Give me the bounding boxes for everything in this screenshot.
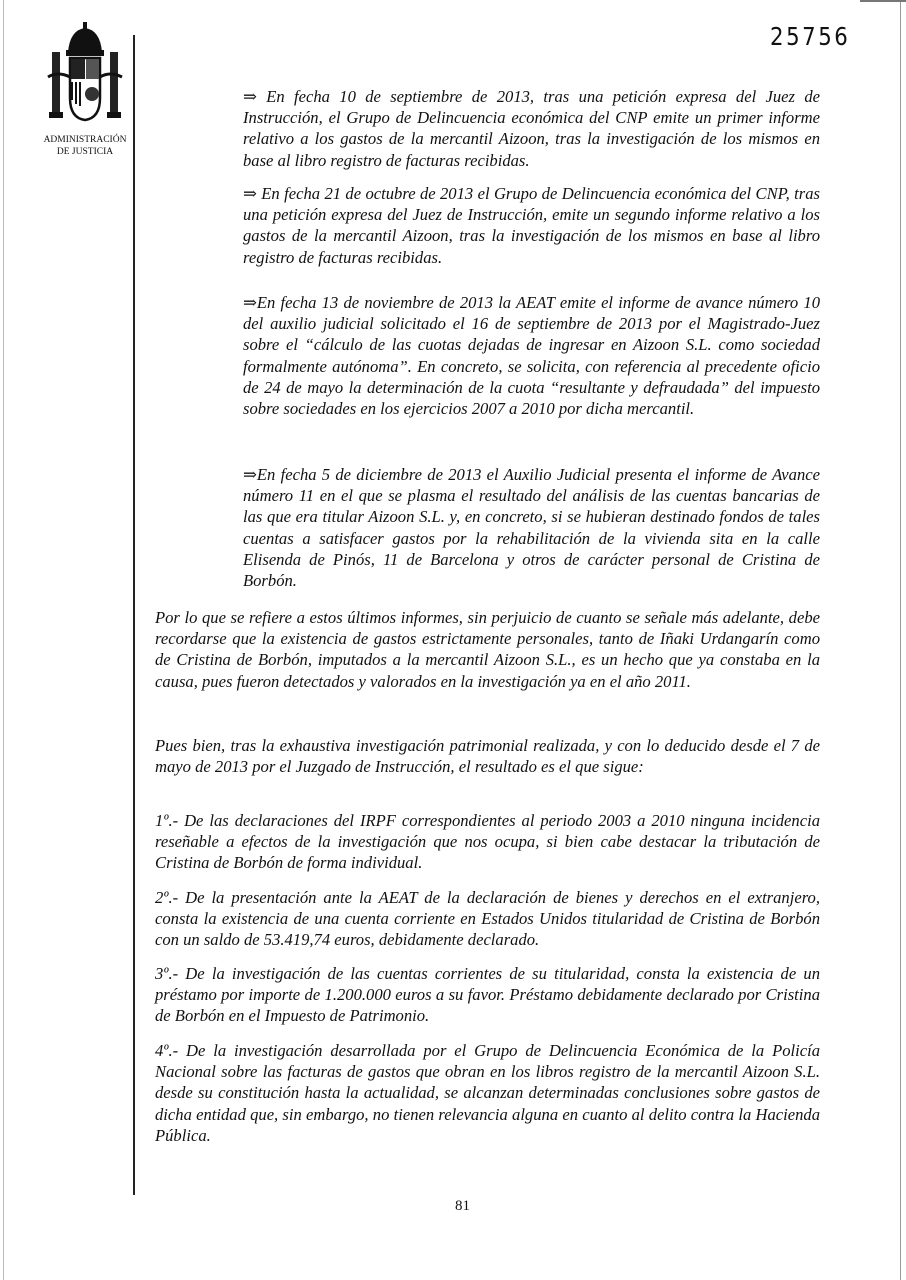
document-number: 25756 <box>770 22 851 51</box>
body-paragraph: 1º.- De las declaraciones del IRPF correspondientes al periodo 2003 a 2010 ninguna incidencia reseñable a efectos de la investigación que nos ocupa, si bien cabe destacar la tributación de Cristina de Borbón de forma individual. <box>155 811 820 873</box>
body-paragraph: Pues bien, tras la exhaustiva investigación patrimonial realizada, y con lo deducido desde el 7 de mayo de 2013 por el Juzgado de Instrucción, el resultado es el que sigue: <box>155 736 820 777</box>
bullet-paragraph: ⇒En fecha 13 de noviembre de 2013 la AEAT emite el informe de avance número 10 del auxilio judicial solicitado el 16 de septiembre de 2013 por el Magistrado-Juez sobre el “cálculo de las cuotas dejadas de ingresar en Aizoon S.L. como sociedad formalmente autónoma”. En concreto, se solicita, con referencia al precedente oficio de 24 de mayo la determinación de la cuota “resultante y defraudada” del impuesto sobre sociedades en los ejercicios 2007 a 2010 por dicha mercantil. <box>243 293 820 419</box>
page-number: 81 <box>455 1198 470 1214</box>
margin-rule <box>133 35 135 1195</box>
scan-edge-right <box>900 0 901 1280</box>
bullet-paragraph: ⇒ En fecha 21 de octubre de 2013 el Grupo de Delincuencia económica del CNP, tras una petición expresa del Juez de Instrucción, emite un segundo informe relativo a los gastos de la mercantil Aizoon, tras la investigación de los mismos en base al libro registro de facturas recibidas. <box>243 184 820 267</box>
bullet-paragraph: ⇒En fecha 5 de diciembre de 2013 el Auxilio Judicial presenta el informe de Avance número 11 en el que se plasma el resultado del análisis de las cuentas bancarias de las que era titular Aizoon S.L. y, en concreto, si se hubieran destinado fondos de tales cuentas a satisfacer gastos por la rehabilitación de la vivienda sita en la calle Elisenda de Pinós, 11 de Barcelona y otros de carácter personal de Cristina de Borbón. <box>243 465 820 591</box>
body-paragraph: 2º.- De la presentación ante la AEAT de la declaración de bienes y derechos en el extranjero, consta la existencia de una cuenta corriente en Estados Unidos titularidad de Cristina de Borbón con un saldo de 53.419,74 euros, debidamente declarado. <box>155 888 820 950</box>
bullet-paragraph: ⇒ En fecha 10 de septiembre de 2013, tras una petición expresa del Juez de Instrucción, el Grupo de Delincuencia económica del CNP emite un primer informe relativo a los gastos de la mercantil Aizoon, tras la investigación de los mismos en base al libro registro de facturas recibidas. <box>243 87 820 170</box>
coat-of-arms-logo <box>40 22 130 132</box>
institution-line-2: DE JUSTICIA <box>56 147 114 157</box>
scan-edge-top <box>860 0 906 2</box>
institution-line-1: ADMINISTRACIÓN <box>43 135 127 145</box>
body-paragraph: 3º.- De la investigación de las cuentas corrientes de su titularidad, consta la existencia de un préstamo por importe de 1.200.000 euros a su favor. Préstamo debidamente declarado por Cristina de Borbón en el Impuesto de Patrimonio. <box>155 964 820 1026</box>
scan-edge-left <box>3 0 4 1280</box>
body-paragraph: 4º.- De la investigación desarrollada por el Grupo de Delincuencia Económica de la Policía Nacional sobre las facturas de gastos que obran en los libros registro de la mercantil Aizoon S.L. desde su constitución hasta la actualidad, se alcanzan determinadas conclusiones sobre gastos de dicha entidad que, sin embargo, no tienen relevancia alguna en cuanto al delito contra la Hacienda Pública. <box>155 1041 820 1145</box>
body-paragraph: Por lo que se refiere a estos últimos informes, sin perjuicio de cuanto se señale más adelante, debe recordarse que la existencia de gastos estrictamente personales, tanto de Iñaki Urdangarín como de Cristina de Borbón, imputados a la mercantil Aizoon S.L., es un hecho que ya constaba en la causa, pues fueron detectados y valorados en la investigación ya en el año 2011. <box>155 608 820 691</box>
institution-name <box>30 134 140 158</box>
